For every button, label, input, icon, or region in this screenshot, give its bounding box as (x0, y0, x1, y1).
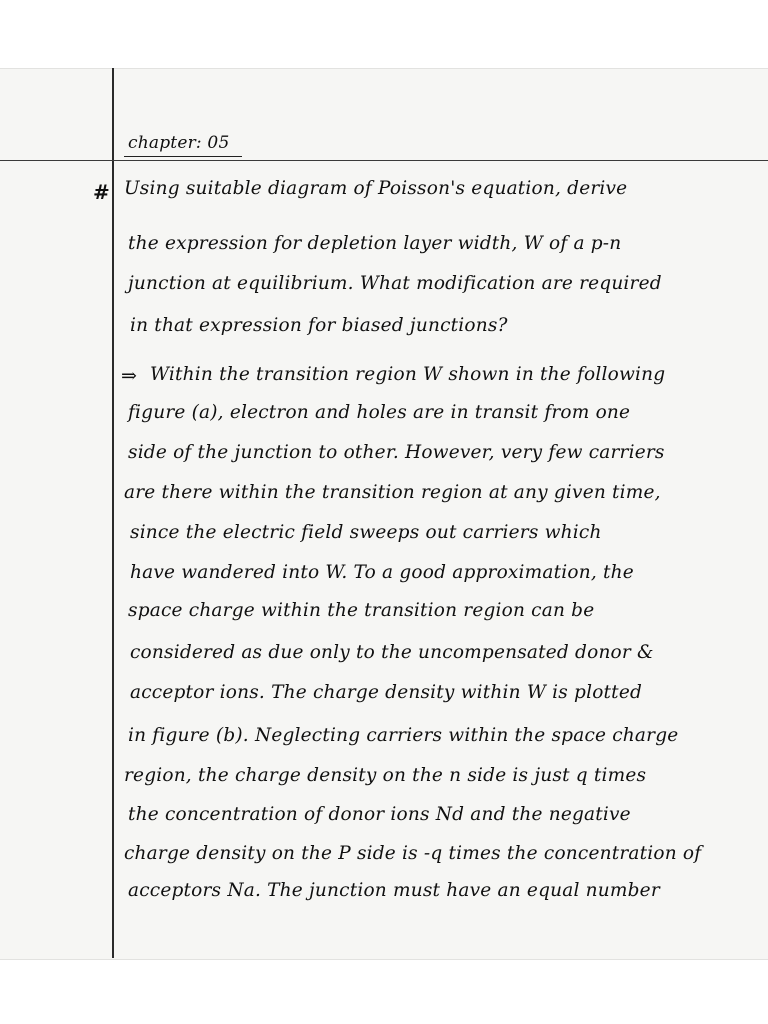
answer-line: since the electric field sweeps out carriers which (130, 522, 602, 543)
question-line: the expression for depletion layer width, W of a p-n (128, 233, 622, 254)
answer-line: acceptor ions. The charge density within W is plotted (130, 682, 643, 703)
answer-line: are there within the transition region at any given time, (124, 482, 661, 503)
answer-line: charge density on the P side is -q times the concentration of (124, 843, 702, 864)
answer-line: space charge within the transition region can be (128, 600, 595, 621)
chapter-underline (124, 156, 242, 157)
answer-line: Within the transition region W shown in the following (150, 364, 666, 385)
answer-line: have wandered into W. To a good approximation, the (130, 562, 634, 583)
question-line: Using suitable diagram of Poisson's equation, derive (124, 178, 628, 199)
header-rule (0, 160, 768, 161)
question-line: in that expression for biased junctions? (130, 315, 508, 336)
answer-line: in figure (b). Neglecting carriers within the space charge (128, 725, 679, 746)
question-line: junction at equilibrium. What modification are required (128, 273, 662, 294)
answer-line: the concentration of donor ions Nd and the negative (128, 804, 631, 825)
answer-arrow: ⇒ (121, 365, 138, 387)
answer-line: considered as due only to the uncompensated donor & (130, 642, 654, 663)
answer-line: region, the charge density on the n side is just q times (124, 765, 647, 786)
ruled-paper (0, 68, 768, 960)
question-marker: # (93, 180, 110, 204)
margin-line (112, 68, 114, 958)
answer-line: side of the junction to other. However, very few carriers (128, 442, 665, 463)
answer-line: acceptors Na. The junction must have an equal number (128, 880, 660, 901)
answer-line: figure (a), electron and holes are in transit from one (128, 402, 631, 423)
chapter-heading: chapter: 05 (128, 133, 230, 153)
